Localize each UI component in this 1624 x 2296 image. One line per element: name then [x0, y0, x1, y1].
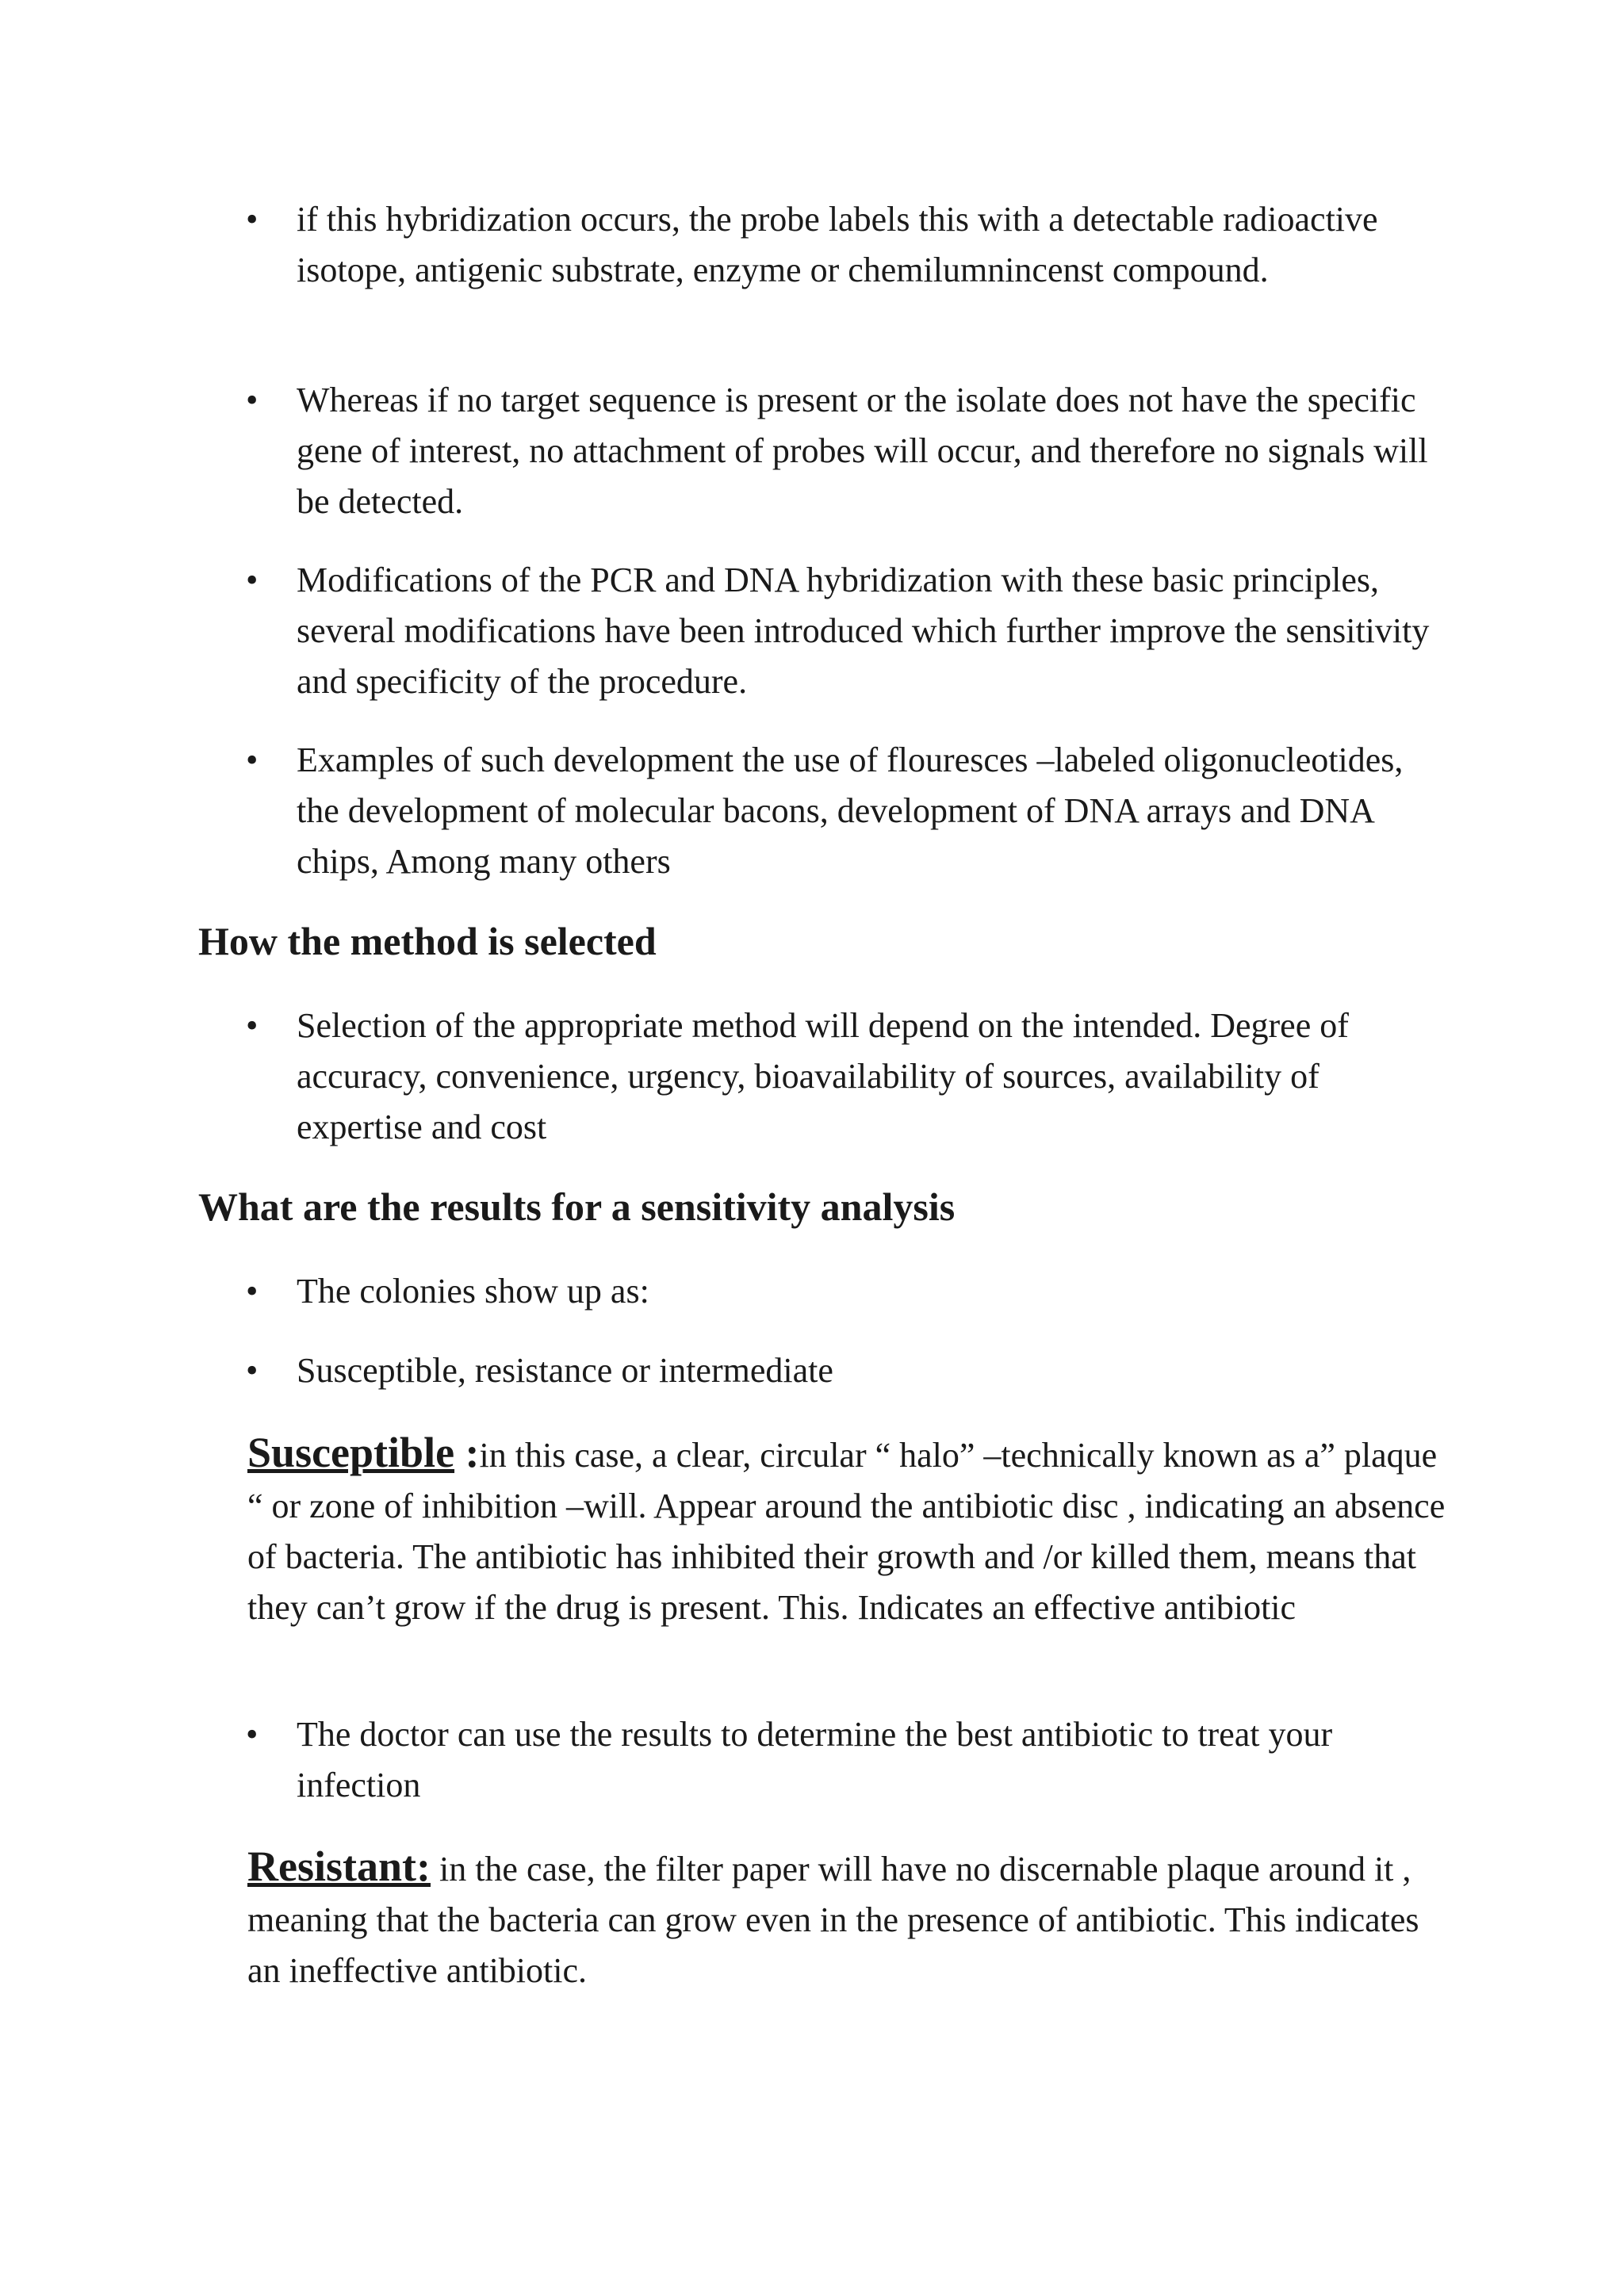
list-item: [0, 1709, 1446, 1811]
bullet-text: if this hybridization occurs, the probe labels this with a detectable radioactive isotope, antigenic substrate, enzyme or chemilumnincenst compound.: [297, 200, 1378, 289]
bullet-text: Modifications of the PCR and DNA hybridization with these basic principles, several modifications have been introduced which further improve the sensitivity and specificity of the procedure.: [297, 561, 1430, 701]
bullet-text: Examples of such development the use of flouresces –labeled oligonucleotides, the development of molecular bacons, development of DNA arrays and DNA chips, Among many others: [297, 740, 1404, 881]
list-item: [0, 1266, 1446, 1317]
list-item: [0, 194, 1446, 296]
bullet-marker: •: [246, 1715, 259, 1754]
susceptible-colon: :: [454, 1429, 480, 1476]
susceptible-term: Susceptible: [247, 1429, 455, 1476]
bullet-marker: •: [246, 381, 259, 419]
bullet-marker: •: [246, 1272, 259, 1311]
bullet-text: The colonies show up as:: [297, 1272, 649, 1311]
list-item: [0, 1345, 1446, 1396]
bullet-marker: •: [246, 561, 259, 599]
bullet-marker: •: [246, 1351, 259, 1390]
list-item: [0, 555, 1446, 707]
list-item: [0, 735, 1446, 887]
section-heading-results: What are the results for a sensitivity analysis: [198, 1184, 956, 1229]
bullet-text: The doctor can use the results to determine the best antibiotic to treat your infection: [297, 1715, 1333, 1804]
susceptible-text: in this case, a clear, circular “ halo” –technically known as a” plaque “ or zone of inhibition –will. Appear around the antibiotic disc , indicating an absence of bacteria. The antibiotic has inhibited their growth and /or killed them, means that they can’t grow if the drug is present. This. Indicates an effective antibiotic: [247, 1436, 1446, 1627]
bullet-marker: •: [246, 200, 259, 239]
susceptible-paragraph: [247, 1427, 1453, 1633]
list-item: [0, 1001, 1446, 1153]
resistant-text: in the case, the filter paper will have no discernable plaque around it , meaning that the bacteria can grow even in the presence of antibiotic. This indicates an ineffective antibiotic.: [247, 1850, 1419, 1990]
bullet-text: Selection of the appropriate method will depend on the intended. Degree of accuracy, convenience, urgency, bioavailability of sources, availability of expertise and cost: [297, 1006, 1349, 1146]
bullet-text: Whereas if no target sequence is present or the isolate does not have the specific gene of interest, no attachment of probes will occur, and therefore no signals will be detected.: [297, 381, 1428, 521]
bullet-text: Susceptible, resistance or intermediate: [297, 1351, 833, 1390]
bullet-marker: •: [246, 740, 259, 779]
resistant-paragraph: [247, 1841, 1453, 1996]
bullet-marker: •: [246, 1006, 259, 1045]
list-item: [0, 375, 1446, 527]
resistant-term: Resistant:: [247, 1843, 431, 1890]
section-heading-method: How the method is selected: [198, 919, 657, 963]
